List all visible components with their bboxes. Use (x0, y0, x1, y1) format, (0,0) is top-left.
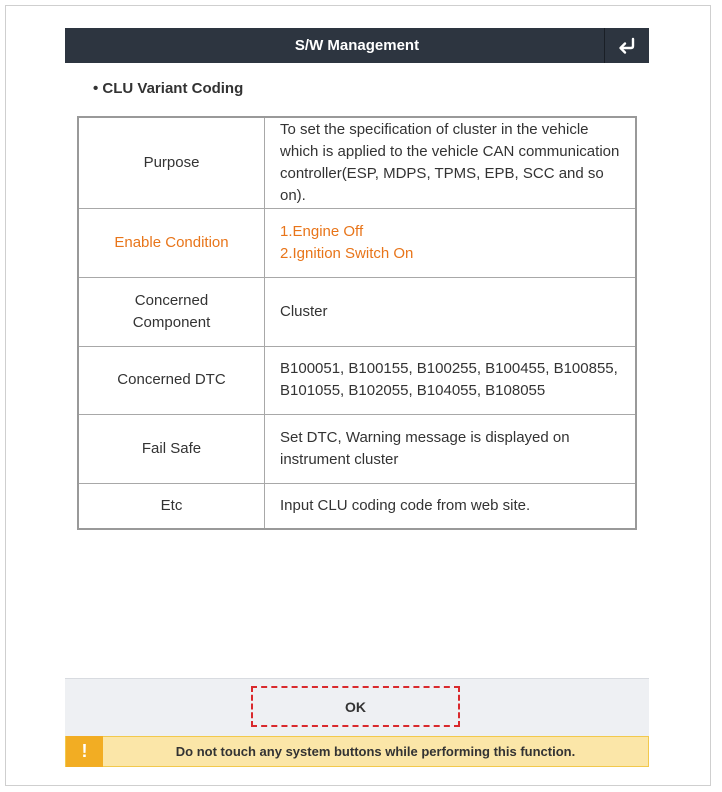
row-value-line: Cluster (280, 302, 328, 320)
row-value-line: instrument cluster (280, 450, 399, 468)
row-value-line: which is applied to the vehicle CAN communication (280, 142, 620, 160)
page-title: S/W Management (294, 37, 420, 54)
row-label-line: Fail Safe (141, 439, 202, 457)
table-row (78, 414, 636, 483)
row-label (78, 346, 265, 414)
row-value (265, 208, 637, 277)
row-label (78, 414, 265, 483)
table-row (78, 277, 636, 346)
row-value-line: 1.Engine Off (280, 222, 364, 240)
row-value-line: Input CLU coding code from web site. (280, 496, 531, 514)
row-value (265, 346, 637, 414)
warning-text: Do not touch any system buttons while performing this function. (175, 744, 576, 759)
table-row (78, 117, 636, 208)
row-value-line: To set the specification of cluster in the vehicle (280, 120, 589, 138)
section-title: • CLU Variant Coding (93, 80, 244, 97)
info-table (77, 116, 637, 530)
table-row (78, 483, 636, 529)
row-label (78, 208, 265, 277)
row-value-line: Set DTC, Warning message is displayed on (280, 428, 570, 446)
row-label (78, 117, 265, 208)
row-label-line: Enable Condition (114, 233, 229, 251)
warning-banner (65, 736, 649, 767)
ok-button[interactable]: OK (251, 686, 460, 727)
row-value (265, 277, 637, 346)
row-value-line: B100051, B100155, B100255, B100455, B100855, (280, 360, 618, 377)
row-label-line: Concerned DTC (117, 371, 226, 388)
row-label (78, 483, 265, 529)
row-value-line: 2.Ignition Switch On (280, 244, 414, 262)
row-label (78, 277, 265, 346)
table-row (78, 208, 636, 277)
title-bar (65, 28, 649, 63)
row-value-line: B101055, B102055, B104055, B108055 (280, 382, 546, 399)
row-value (265, 483, 637, 529)
row-label-line: Etc (160, 496, 183, 514)
row-label-line: Purpose (143, 153, 200, 171)
warning-icon: ! (66, 736, 103, 767)
return-arrow-icon (617, 37, 637, 55)
back-button[interactable] (604, 28, 649, 63)
row-value (265, 414, 637, 483)
table-row (78, 346, 636, 414)
row-label-line: Concerned (134, 291, 209, 309)
row-label-line: Component (132, 313, 211, 331)
row-value (265, 117, 637, 208)
row-value-line: controller(ESP, MDPS, TPMS, EPB, SCC and so on). (280, 164, 604, 204)
